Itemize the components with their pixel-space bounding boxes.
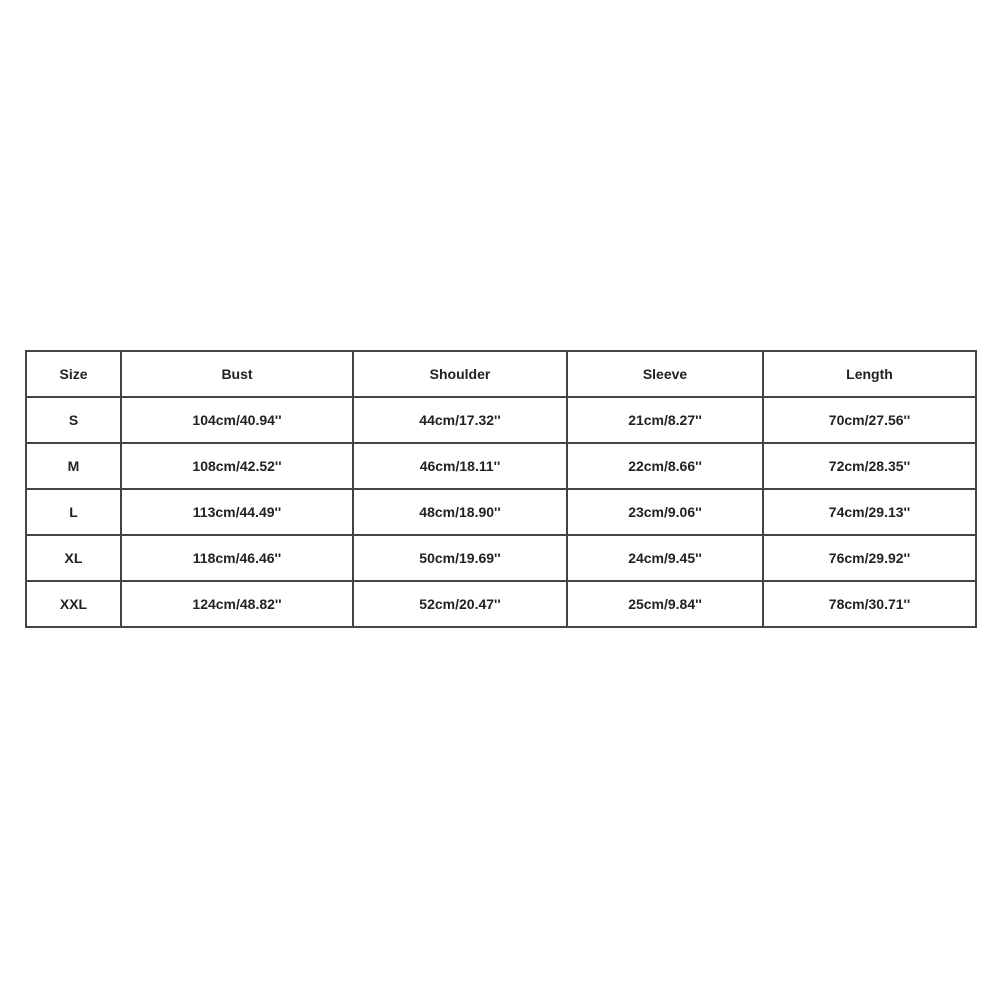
table-row (26, 397, 976, 443)
cell-sleeve: 21cm/8.27'' (567, 397, 763, 443)
cell-bust: 118cm/46.46'' (121, 535, 353, 581)
table-row (26, 581, 976, 627)
header-size: Size (26, 351, 121, 397)
cell-sleeve: 23cm/9.06'' (567, 489, 763, 535)
cell-sleeve: 25cm/9.84'' (567, 581, 763, 627)
cell-length: 72cm/28.35'' (763, 443, 976, 489)
cell-bust: 124cm/48.82'' (121, 581, 353, 627)
cell-sleeve: 24cm/9.45'' (567, 535, 763, 581)
cell-shoulder: 50cm/19.69'' (353, 535, 567, 581)
cell-bust: 113cm/44.49'' (121, 489, 353, 535)
cell-size: XXL (26, 581, 121, 627)
cell-length: 76cm/29.92'' (763, 535, 976, 581)
header-length: Length (763, 351, 976, 397)
cell-size: M (26, 443, 121, 489)
cell-length: 70cm/27.56'' (763, 397, 976, 443)
cell-sleeve: 22cm/8.66'' (567, 443, 763, 489)
cell-shoulder: 44cm/17.32'' (353, 397, 567, 443)
table-row (26, 535, 976, 581)
cell-shoulder: 52cm/20.47'' (353, 581, 567, 627)
cell-size: XL (26, 535, 121, 581)
cell-shoulder: 46cm/18.11'' (353, 443, 567, 489)
header-sleeve: Sleeve (567, 351, 763, 397)
cell-length: 74cm/29.13'' (763, 489, 976, 535)
cell-length: 78cm/30.71'' (763, 581, 976, 627)
cell-size: L (26, 489, 121, 535)
header-shoulder: Shoulder (353, 351, 567, 397)
cell-size: S (26, 397, 121, 443)
cell-bust: 104cm/40.94'' (121, 397, 353, 443)
table-row (26, 443, 976, 489)
cell-shoulder: 48cm/18.90'' (353, 489, 567, 535)
header-bust: Bust (121, 351, 353, 397)
size-chart-table (25, 350, 977, 628)
cell-bust: 108cm/42.52'' (121, 443, 353, 489)
table-header-row (26, 351, 976, 397)
table-row (26, 489, 976, 535)
